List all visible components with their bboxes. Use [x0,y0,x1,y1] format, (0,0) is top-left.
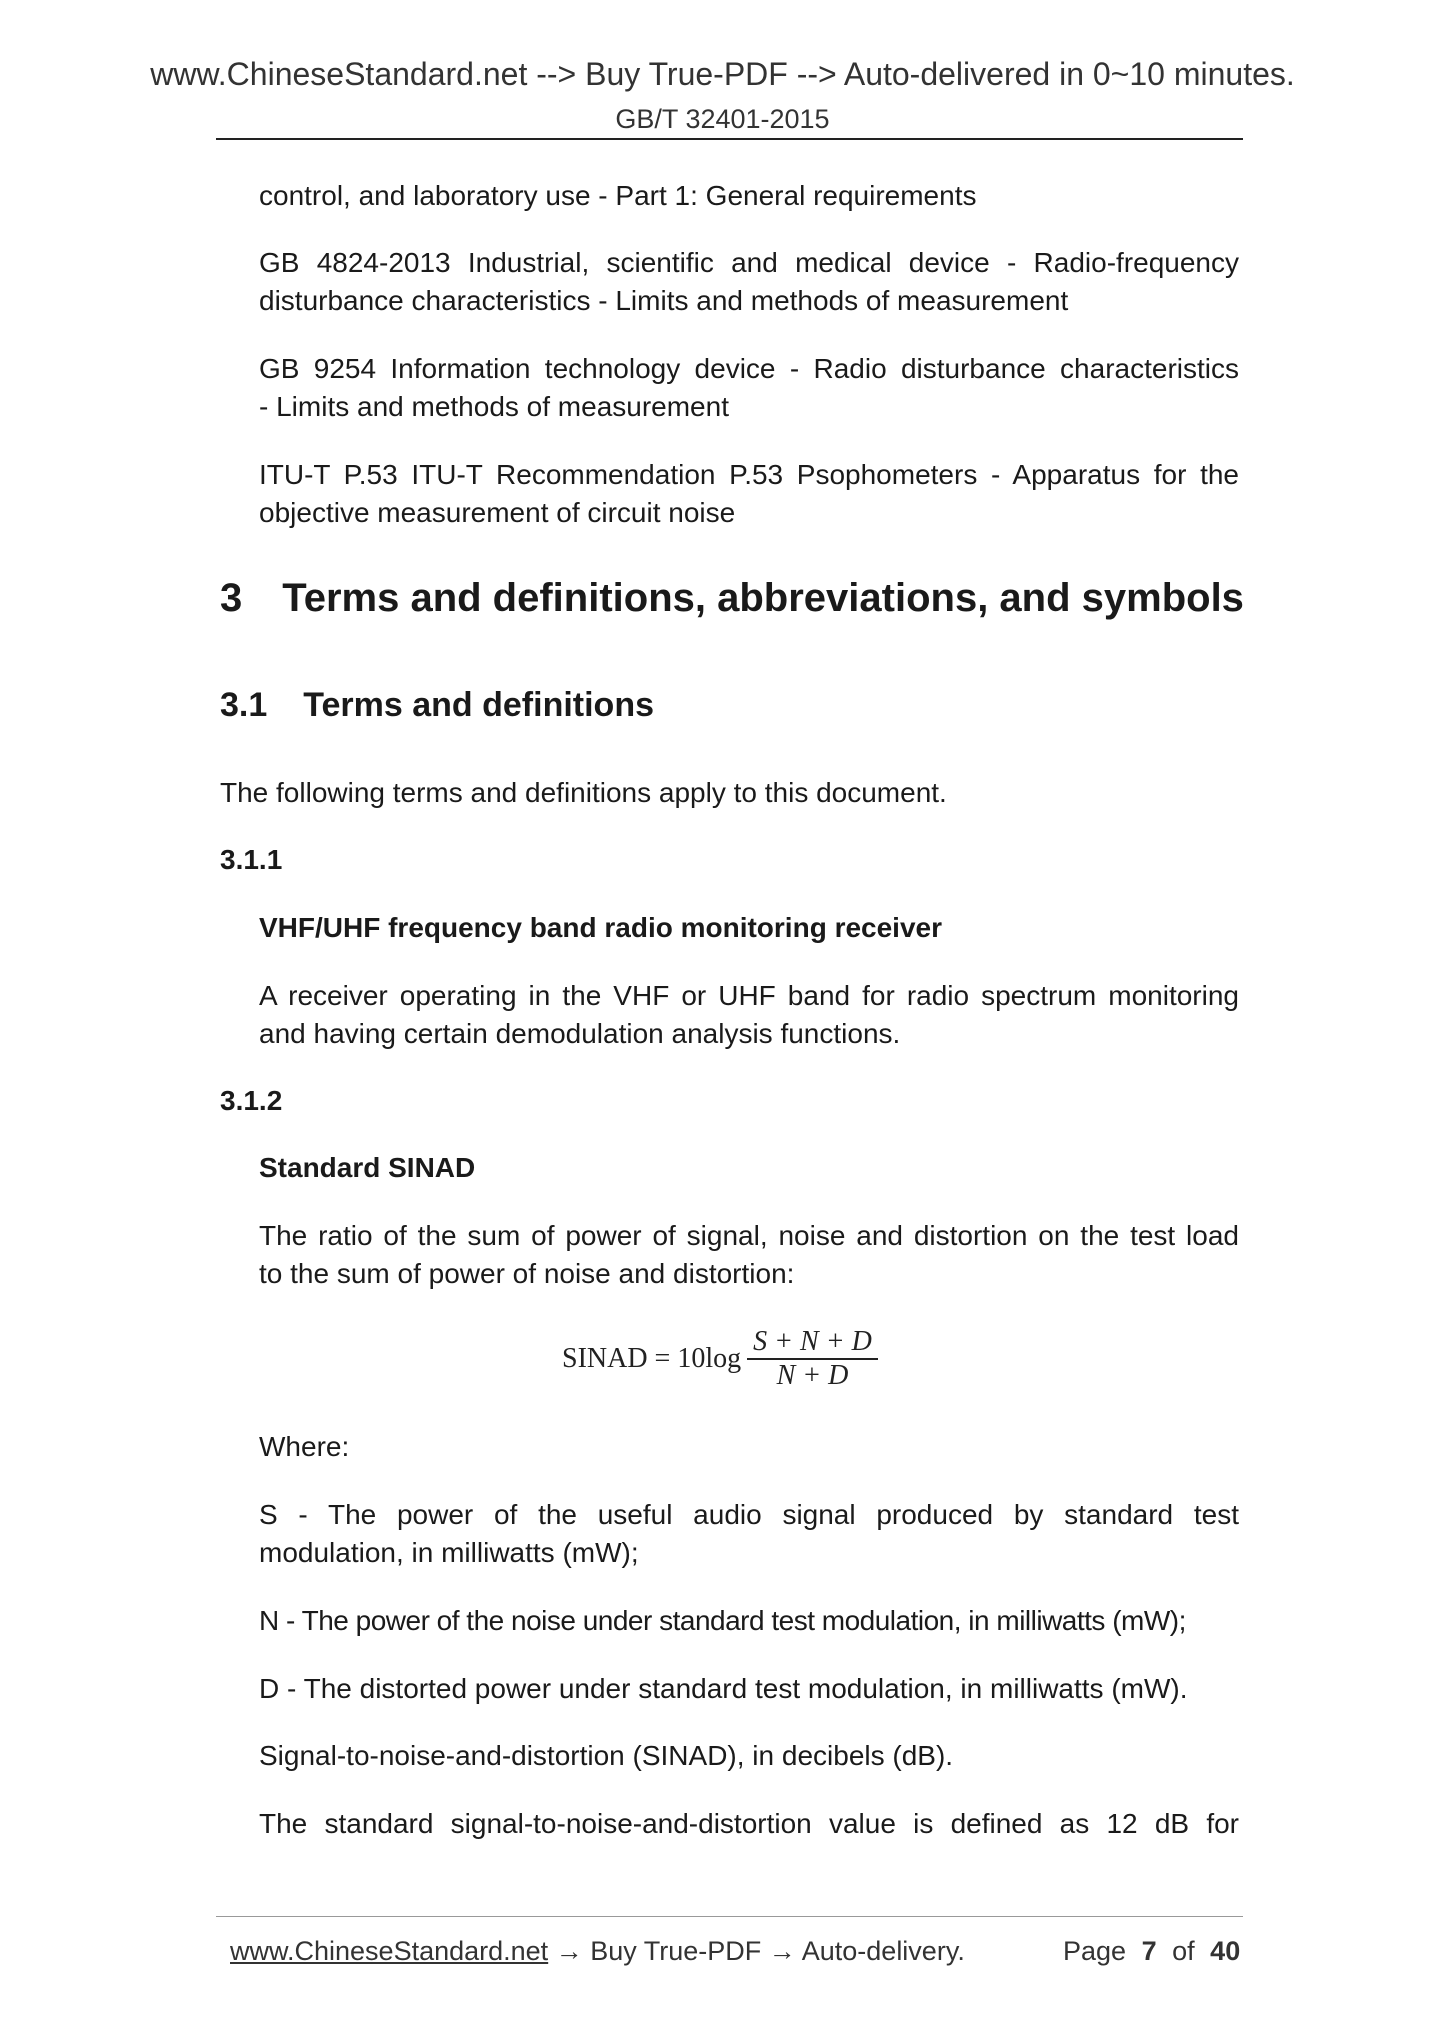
variable-definition-d: D - The distorted power under standard test modulation, in milliwatts (mW). [259,1673,1188,1704]
unit-statement: Signal-to-noise-and-distortion (SINAD), in decibels (dB). [259,1740,954,1771]
section-intro: The following terms and definitions apply to this document. [220,777,947,808]
term-number: 3.1.2 [220,1085,283,1116]
section-number: 3 [220,576,243,620]
term-definition: The ratio of the sum of power of signal, noise and distortion on the test load [259,1220,1239,1251]
where-label: Where: [259,1431,350,1462]
reference-line: control, and laboratory use - Part 1: General requirements [259,180,977,211]
header-rule [216,138,1243,140]
of-label: of [1172,1936,1195,1966]
formula-numerator: S + N + D [747,1326,878,1360]
reference-line: - Limits and methods of measurement [259,391,729,422]
section-number: 3.1 [220,686,268,724]
variable-definition-s: S - The power of the useful audio signal produced by standard test [259,1499,1239,1530]
footer-rule [216,1916,1243,1917]
formula-lhs: SINAD = 10log [562,1343,742,1374]
footer-site-link[interactable]: www.ChineseStandard.net [230,1936,549,1966]
section-heading-3-1 [220,686,654,725]
term-number: 3.1.1 [220,844,283,875]
sinad-formula [562,1326,878,1392]
reference-line: ITU-T P.53 ITU-T Recommendation P.53 Psophometers - Apparatus for the [259,459,1239,490]
footer-promo [230,1936,965,1967]
reference-line: GB 9254 Information technology device - Radio disturbance characteristics [259,353,1239,384]
section-heading-3 [220,576,1244,621]
term-definition: A receiver operating in the VHF or UHF band for radio spectrum monitoring [259,980,1239,1011]
formula-denominator: N + D [776,1360,849,1391]
term-name: Standard SINAD [259,1152,476,1183]
standard-sinad-statement: The standard signal-to-noise-and-distortion value is defined as 12 dB for [259,1808,1239,1839]
formula-fraction [747,1326,878,1392]
page-number: 7 [1141,1936,1157,1966]
reference-line: GB 4824-2013 Industrial, scientific and medical device - Radio-frequency [259,247,1239,278]
section-title: Terms and definitions, abbreviations, and symbols [282,576,1244,620]
term-definition: to the sum of power of noise and distortion: [259,1258,795,1289]
term-definition: and having certain demodulation analysis functions. [259,1018,901,1049]
document-code: GB/T 32401-2015 [615,104,830,134]
variable-definition-s: modulation, in milliwatts (mW); [259,1537,639,1568]
section-title: Terms and definitions [303,686,655,724]
variable-definition-n: N - The power of the noise under standard test modulation, in milliwatts (mW); [259,1605,1186,1636]
page-label: Page [1063,1936,1127,1966]
term-name: VHF/UHF frequency band radio monitoring receiver [259,912,943,943]
page-indicator [1063,1936,1240,1967]
reference-line: disturbance characteristics - Limits and methods of measurement [259,285,1069,316]
reference-line: objective measurement of circuit noise [259,497,736,528]
site-banner: www.ChineseStandard.net --> Buy True-PDF --> Auto-delivered in 0~10 minutes. [150,56,1295,92]
page-total: 40 [1210,1936,1241,1966]
footer-promo-text: → Buy True-PDF → Auto-delivery. [548,1936,965,1966]
